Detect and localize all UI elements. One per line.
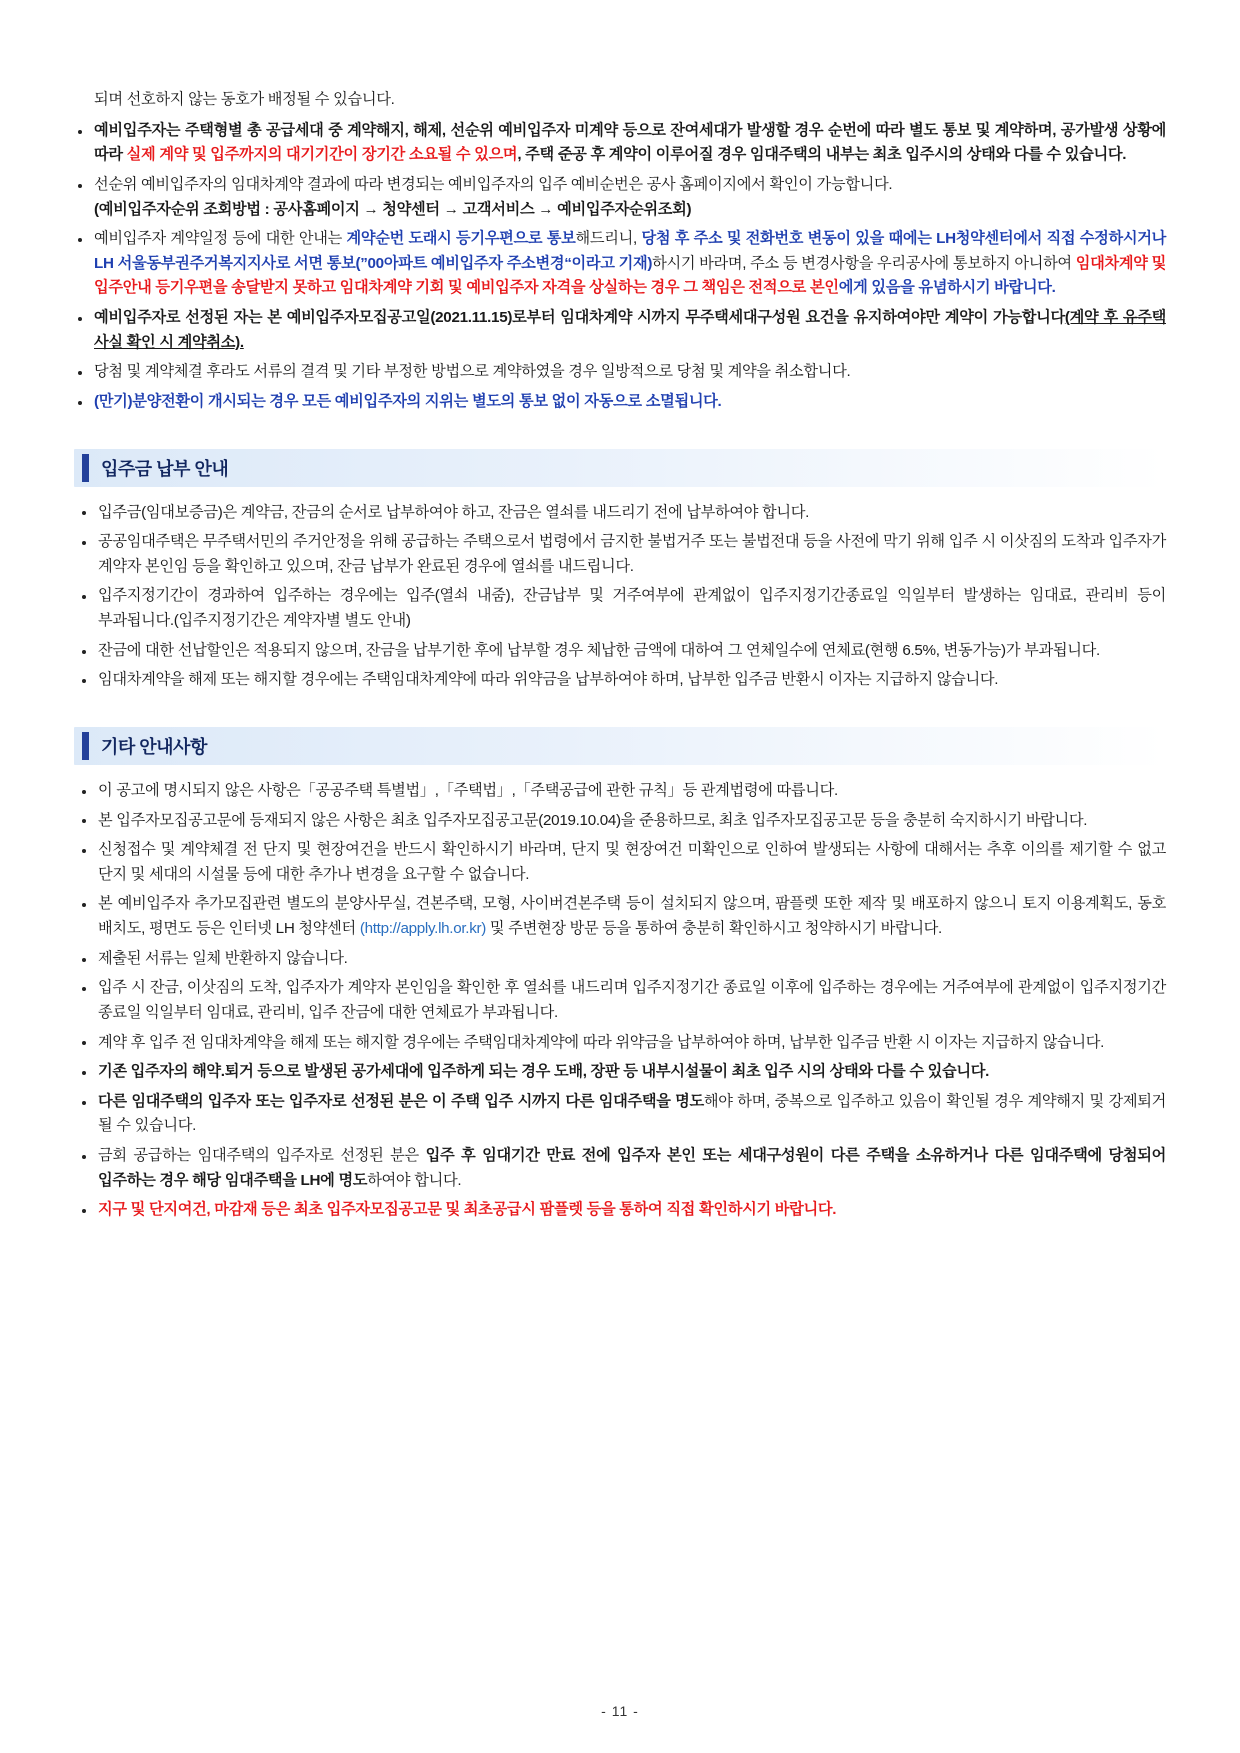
text-segment: 해야 하며, 중복으로 입주하고 있음이 확인될 경우 계약해지 및 강제퇴거 될 수 있습니다. <box>98 1092 1166 1135</box>
text-segment: 당첨 후 주소 및 전화번호 변동이 있을 때에는 LH청약센터에서 직접 수정하시거나 LH 서울동부권주거복지지사로 서면 통보(”00아파트 예비입주자 주소변경“이라고 기재) <box>94 230 1167 272</box>
text-segment: 지구 및 단지여건, 마감재 등은 최초 입주자모집공고문 및 최초공급시 팜플렛 등을 통하여 직접 확인하시기 바랍니다. <box>98 1201 837 1219</box>
text-segment[interactable]: (http://apply.lh.or.kr) <box>359 920 487 937</box>
orphan-text-line: 되며 선호하지 않는 동호가 배정될 수 있습니다. <box>94 91 395 108</box>
text-segment: 및 주변현장 방문 등을 통하여 충분히 확인하시고 청약하시기 바랍니다. <box>486 920 942 937</box>
list-item <box>78 584 1166 633</box>
text-segment: 임대차계약 및 입주안내 등기우편을 송달받지 못하고 임대차계약 기회 및 예비입주자 자격을 상실하는 경우 그 책임은 전적으로 본인 <box>94 254 1166 297</box>
intro-notice-list <box>74 119 1166 415</box>
text-segment: 입주 시 잔금, 이삿짐의 도착, 입주자가 계약자 본인임을 확인한 후 열쇠를 내드리며 입주지정기간 종료일 이후에 입주하는 경우에는 거주여부에 관계없이 입주지정기간 종료일 익일부터 임대료, 관리비, 입주 잔금에 대한 연체료가 부과됩니다. <box>98 979 1166 1021</box>
list-item <box>74 390 1166 415</box>
list-item <box>78 779 1166 804</box>
text-segment: 금회 공급하는 임대주택의 입주자로 선정된 분은 <box>98 1147 426 1164</box>
list-item <box>78 838 1166 887</box>
section-accent-bar <box>82 454 89 482</box>
list-item <box>74 173 1166 222</box>
section-list <box>78 501 1166 693</box>
text-segment: (계약 후 유주택 사실 확인 시 계약취소). <box>94 309 1166 351</box>
list-item <box>78 1198 1166 1223</box>
list-item <box>78 976 1166 1025</box>
text-segment: 하시기 바라며, 주소 등 변경사항을 우리공사에 통보하지 아니하여 <box>652 254 1076 272</box>
text-segment: 다른 임대주택의 입주자 또는 입주자로 선정된 분은 이 주택 입주 시까지 다른 임대주택을 명도 <box>98 1092 704 1110</box>
text-segment: 선순위 예비입주자의 임대차계약 결과에 따라 변경되는 예비입주자의 입주 예비순번은 공사 홈페이지에서 확인이 가능합니다. <box>94 175 893 193</box>
list-item <box>78 892 1166 941</box>
text-segment: 이 공고에 명시되지 않은 사항은「공공주택 특별법」,「주택법」,「주택공급에 관한 규칙」등 관계법령에 따릅니다. <box>98 781 838 799</box>
text-segment: 해드리니, <box>575 230 642 248</box>
list-item <box>78 1060 1166 1085</box>
list-item <box>78 1090 1166 1139</box>
list-item <box>78 809 1166 834</box>
section-body <box>74 779 1166 1223</box>
text-segment: 본 예비입주자 추가모집관련 별도의 분양사무실, 견본주택, 모형, 사이버견본주택 등이 설치되지 않으며, 팜플렛 또한 제작 및 배포하지 않으니 토지 이용계획도, 동호 배치도, 평면도 등은 인터넷 LH 청약센터 <box>98 895 1166 937</box>
text-segment: 계약 후 입주 전 임대차계약을 해제 또는 해지할 경우에는 주택임대차계약에 따라 위약금을 납부하여야 하며, 납부한 입주금 반환 시 이자는 지급하지 않습니다. <box>98 1033 1104 1051</box>
text-segment: 실제 계약 및 입주까지의 대기기간이 장기간 소요될 수 있으며 <box>126 146 518 164</box>
sections-container <box>74 449 1166 1223</box>
list-item <box>78 501 1166 526</box>
section-list <box>78 779 1166 1223</box>
page-number: - 11 - <box>601 1703 639 1719</box>
text-segment: 에게 있음을 유념하시기 바랍니다. <box>838 279 1056 297</box>
text-segment: 잔금에 대한 선납할인은 적용되지 않으며, 잔금을 납부기한 후에 납부할 경우 체납한 금액에 대하여 그 연체일수에 연체료(현행 6.5%, 변동가능)가 부과됩니다. <box>98 641 1100 659</box>
text-segment: , 주택 준공 후 계약이 이루어질 경우 임대주택의 내부는 최초 입주시의 상태와 다를 수 있습니다. <box>517 146 1127 164</box>
text-segment: 신청접수 및 계약체결 전 단지 및 현장여건을 반드시 확인하시기 바라며, 단지 및 현장여건 미확인으로 인하여 발생되는 사항에 대해서는 추후 이의를 제기할 수 없고 단지 및 세대의 시설물 등에 대한 추가나 변경을 요구할 수 없습니다. <box>98 841 1166 883</box>
section-heading <box>74 449 1166 487</box>
text-segment: 당첨 및 계약체결 후라도 서류의 결격 및 기타 부정한 방법으로 계약하였을 경우 일방적으로 당첨 및 계약을 취소합니다. <box>94 363 851 381</box>
section-title: 기타 안내사항 <box>101 736 207 757</box>
list-item <box>78 668 1166 693</box>
list-item <box>78 1031 1166 1056</box>
text-segment: (예비입주자순위 조회방법 : 공사홈페이지 → 청약센터 → 고객서비스 → 예비입주자순위조회) <box>94 200 692 218</box>
section-body <box>74 501 1166 693</box>
list-item <box>78 947 1166 972</box>
text-segment: 예비입주자로 선정된 자는 본 예비입주자모집공고일(2021.11.15)로부터 임대차계약 시까지 무주택세대구성원 요건을 유지하여야만 계약이 가능합니다 <box>94 309 1065 326</box>
section-title: 입주금 납부 안내 <box>101 458 229 479</box>
list-item <box>74 306 1166 355</box>
text-segment: 공공임대주택은 무주택서민의 주거안정을 위해 공급하는 주택으로서 법령에서 금지한 불법거주 또는 불법전대 등을 사전에 막기 위해 입주 시 이삿짐의 도착과 입주자가 계약자 본인임 등을 확인하고 있으며, 잔금 납부가 완료된 경우에 열쇠를 내드립니다. <box>98 533 1166 575</box>
text-segment: 예비입주자는 주택형별 총 공급세대 중 계약해지, 해제, 선순위 예비입주자 미계약 등으로 잔여세대가 발생할 경우 순번에 따라 별도 통보 및 계약하며, 공가발생 상황에 따라 <box>94 121 1166 164</box>
text-segment: 입주지정기간이 경과하여 입주하는 경우에는 입주(열쇠 내줌), 잔금납부 및 거주여부에 관계없이 입주지정기간종료일 익일부터 발생하는 임대료, 관리비 등이 부과됩니다.(입주지정기간은 계약자별 별도 안내) <box>98 587 1166 629</box>
text-segment: 입주금(임대보증금)은 계약금, 잔금의 순서로 납부하여야 하고, 잔금은 열쇠를 내드리기 전에 납부하여야 합니다. <box>98 503 810 521</box>
section-accent-bar <box>82 732 89 760</box>
list-item <box>74 360 1166 385</box>
list-item <box>74 227 1166 301</box>
text-segment: 기존 입주자의 해약.퇴거 등으로 발생된 공가세대에 입주하게 되는 경우 도배, 장판 등 내부시설물이 최초 입주 시의 상태와 다를 수 있습니다. <box>98 1063 990 1081</box>
list-item <box>74 119 1166 168</box>
text-segment: 계약순번 도래시 등기우편으로 통보 <box>346 230 576 248</box>
list-item <box>78 639 1166 664</box>
text-segment: 하여야 합니다. <box>367 1171 462 1189</box>
text-segment: 입주 후 임대기간 만료 전에 입주자 본인 또는 세대구성원이 다른 주택을 소유하거나 다른 임대주택에 당첨되어 입주하는 경우 해당 임대주택을 LH에 명도 <box>98 1147 1166 1189</box>
text-segment: (만기)분양전환이 개시되는 경우 모든 예비입주자의 지위는 별도의 통보 없이 자동으로 소멸됩니다. <box>94 392 722 410</box>
list-item <box>78 1144 1166 1193</box>
text-segment: 예비입주자 계약일정 등에 대한 안내는 <box>94 230 347 248</box>
text-segment: 제출된 서류는 일체 반환하지 않습니다. <box>98 949 348 967</box>
text-segment: 임대차계약을 해제 또는 해지할 경우에는 주택임대차계약에 따라 위약금을 납부하여야 하며, 납부한 입주금 반환시 이자는 지급하지 않습니다. <box>98 671 999 689</box>
list-item <box>78 530 1166 579</box>
section-heading <box>74 727 1166 765</box>
text-segment: 본 입주자모집공고문에 등재되지 않은 사항은 최초 입주자모집공고문(2019.10.04)을 준용하므로, 최초 입주자모집공고문 등을 충분히 숙지하시기 바랍니다. <box>98 811 1088 829</box>
